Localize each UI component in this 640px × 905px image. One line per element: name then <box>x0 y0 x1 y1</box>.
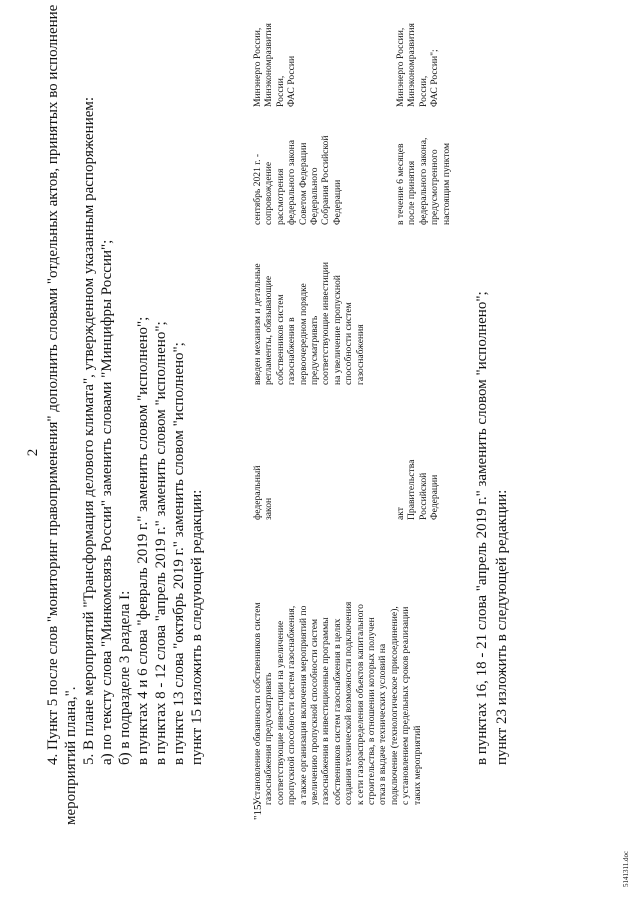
footer-file-code: 5141311.doc <box>622 850 630 887</box>
responsible-cell-1: Минэнерго России, Минэкономразвития России, ФАС России <box>252 23 298 107</box>
item-points-4-6: в пунктах 4 и 6 слова "февраль 2019 г." заменить словом "исполнено"; <box>135 316 151 765</box>
paragraph-5: 5. В плане мероприятий "Трансформация делового климата", утвержденном указанным распоряжением: <box>81 96 97 765</box>
item-points-16-21: в пунктах 16, 18 - 21 слова "апрель 2019 г." заменить словом "исполнено"; <box>474 291 490 765</box>
item-point-15: пункт 15 изложить в следующей редакции: <box>189 489 205 765</box>
item-point-13: в пункте 13 слова "октябрь 2019 г." заменить словом "исполнено"; <box>171 342 187 765</box>
doc-type-cell-1: федеральный закон <box>252 465 275 520</box>
paragraph-4: 4. Пункт 5 после слов "мониторинг правоприменения" дополнить словами "отдельных актов, принятых во исполнение <box>45 4 61 765</box>
deadline-cell-2: в течение 6 месяцев после принятия федерального закона, предусмотренного настоящим пунктом <box>395 137 452 225</box>
measure-cell: Установление обязанности собственников систем газоснабжения предусматривать соответствующие инвестиции на увеличение пропускной способности систем газоснабжения, а также организация включения мероприятий по увеличению пропускной способности систем газоснабжения в инвестиционные программы собственников систем газоснабжения в целях создания технической возможности подключения к сети газораспределения объектов капитального строительства, в отношении которых получен отказ в выдаче технических условий на подключение (технологическое присоединение), с установлением предельных сроков реализации таких мероприятий <box>252 601 423 805</box>
paragraph-4-cont: мероприятий плана,". <box>63 686 79 825</box>
row-number: "15. <box>252 801 264 820</box>
doc-type-cell-2: акт Правительства Российской Федерации <box>395 459 441 520</box>
page-number: 2 <box>25 448 41 457</box>
deadline-cell-1: сентябрь 2021 г. - сопровождение рассмотрения федерального закона Советом Федерации Федерального Собрания Российской Федерации <box>252 135 343 225</box>
result-cell-1: введен механизм и детальные регламенты, обязывающие собственников систем газоснабжения в первоочередном порядке предусматривать соответствующие инвестиции на увеличение пропускной способности систем газоснабжения <box>252 262 366 385</box>
item-a: а) по тексту слова "Минкомсвязь России" заменить словами "Минцифры России"; <box>99 239 115 765</box>
item-b: б) в подразделе 3 раздела I: <box>117 590 133 765</box>
responsible-cell-2: Минэнерго России, Минэкономразвития России, ФАС России"; <box>395 23 441 107</box>
item-points-8-12: в пунктах 8 - 12 слова "апрель 2019 г." заменить словом "исполнено"; <box>153 321 169 765</box>
item-point-23: пункт 23 изложить в следующей редакции: <box>494 489 510 765</box>
